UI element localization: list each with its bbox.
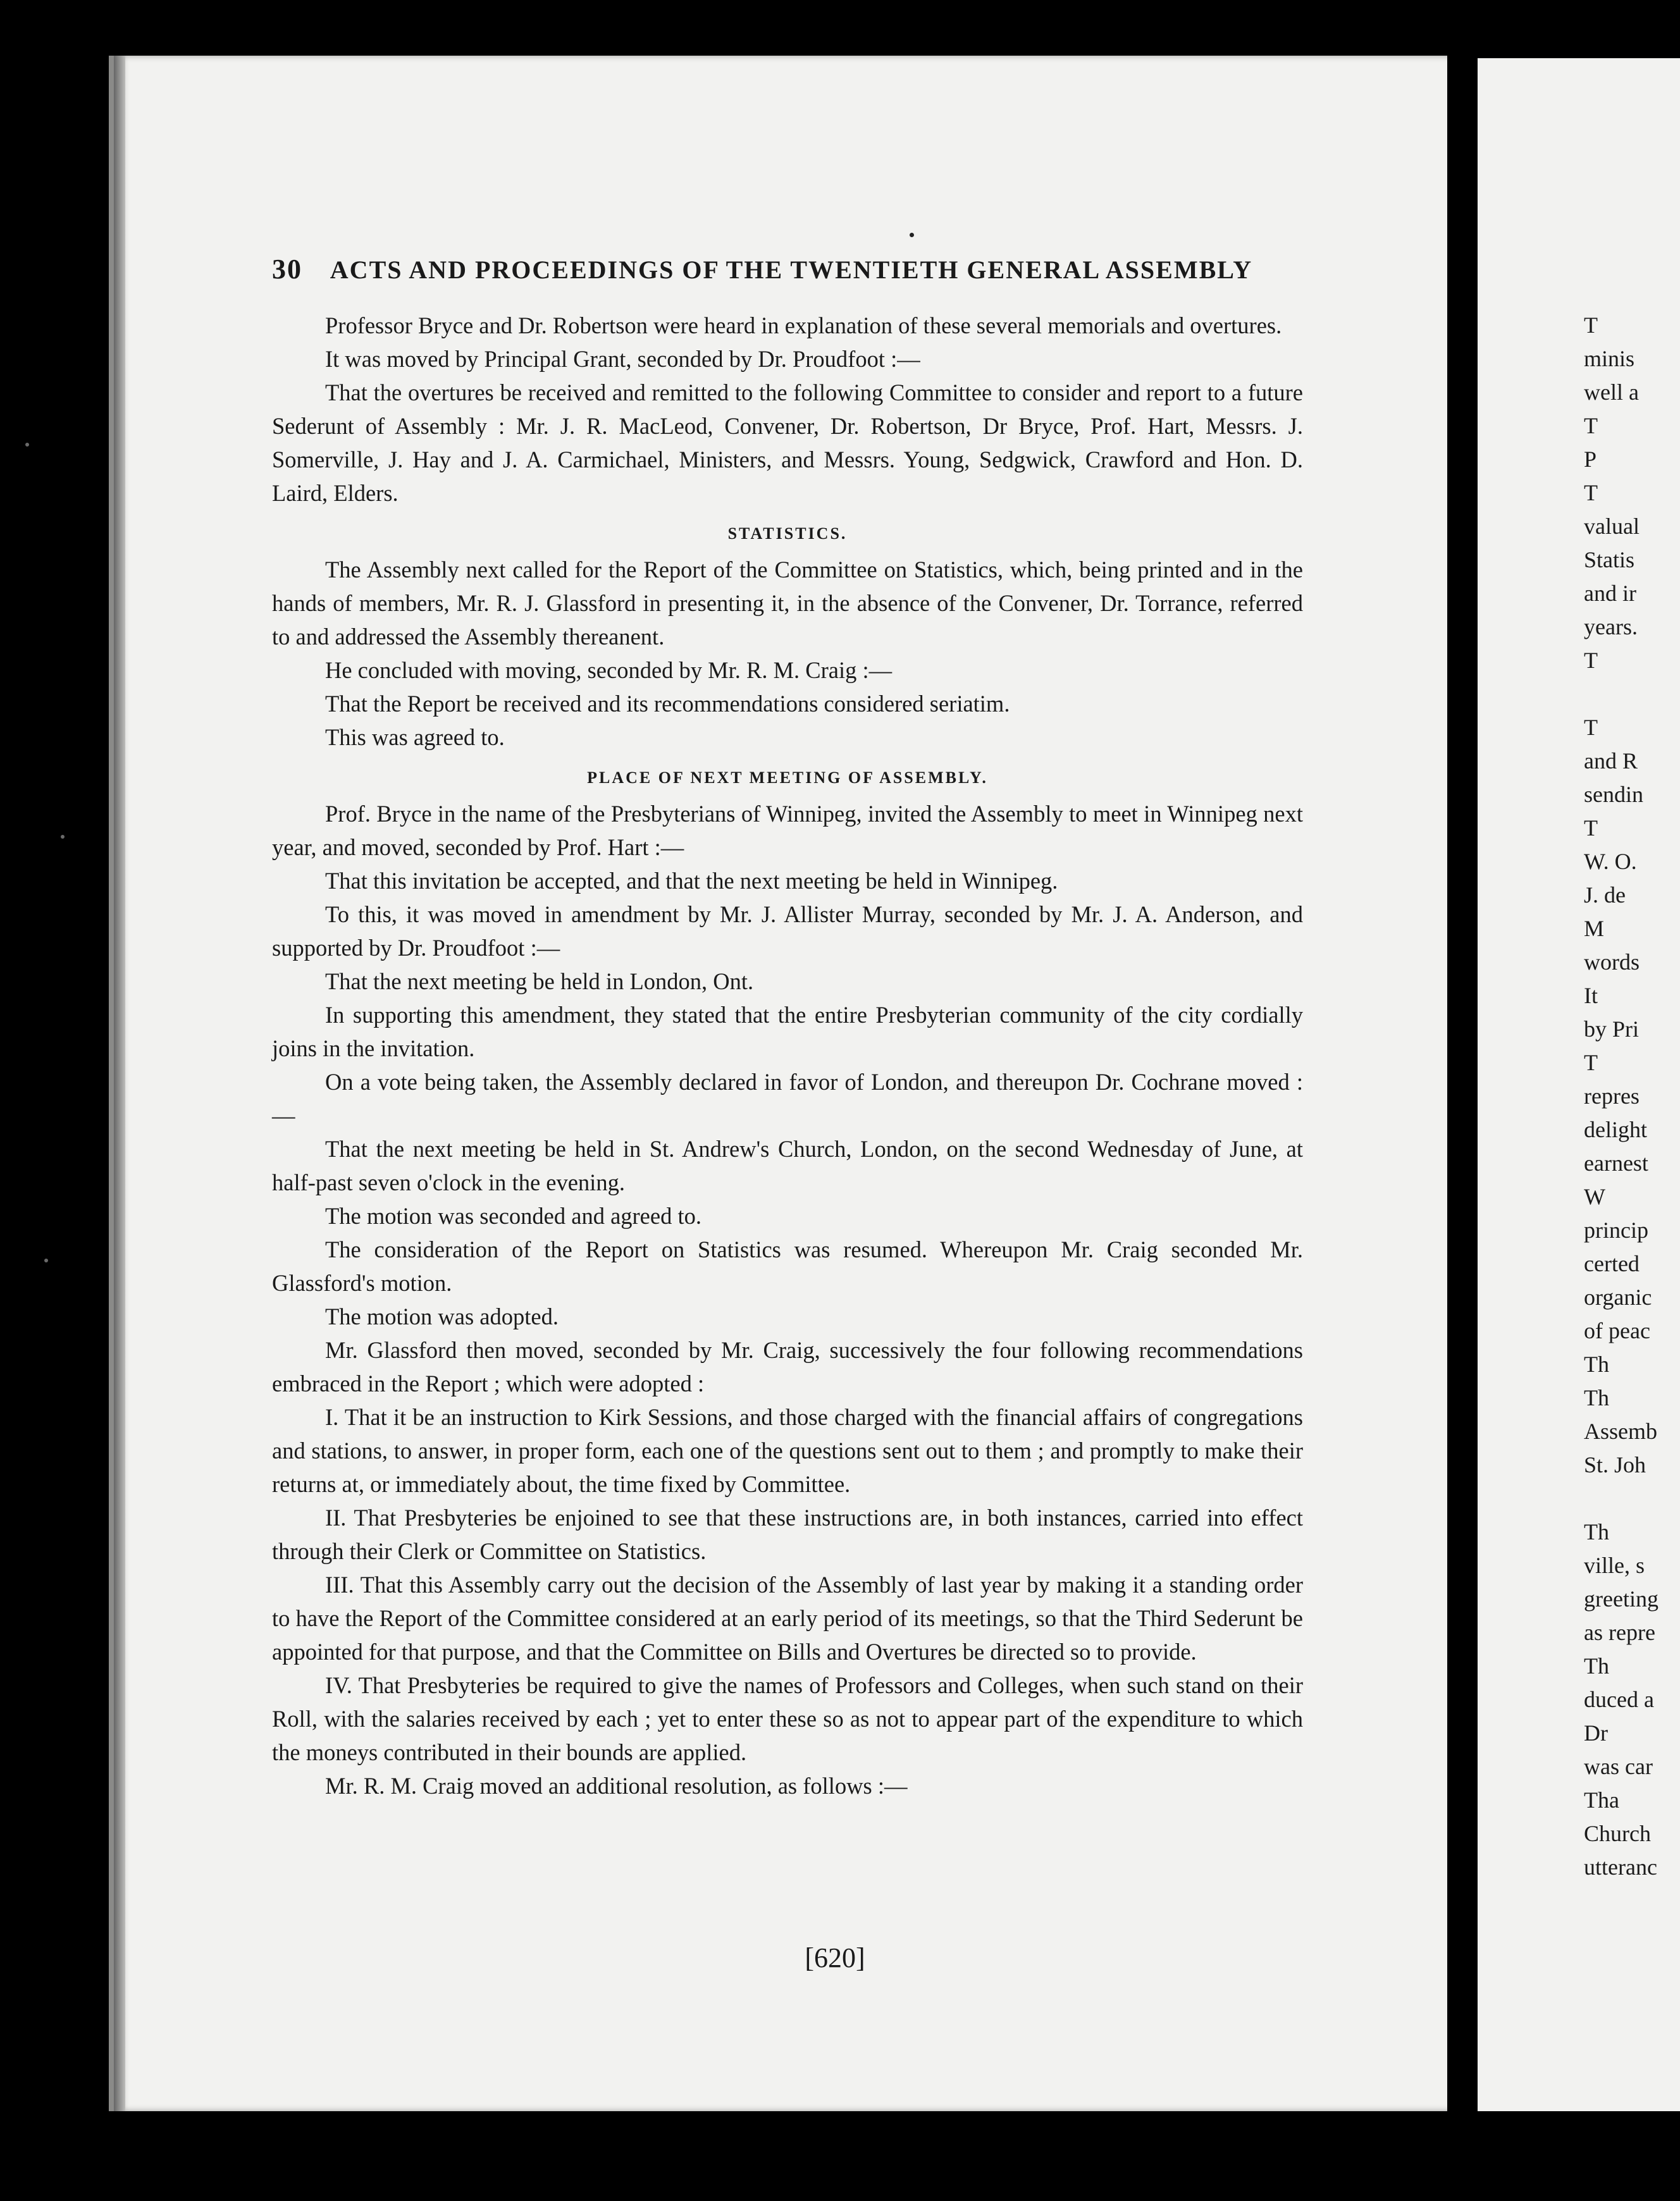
- paragraph: Prof. Bryce in the name of the Presbyterians of Winnipeg, invited the Assembly to meet in Winnipeg next year, and moved, seconded by Prof. Hart :—: [272, 801, 1303, 860]
- paragraph: He concluded with moving, seconded by Mr. R. M. Craig :—: [325, 657, 892, 683]
- facing-page-line: T: [1584, 815, 1598, 841]
- facing-page-line: was car: [1584, 1754, 1653, 1779]
- section-heading: PLACE OF NEXT MEETING OF ASSEMBLY.: [587, 768, 988, 787]
- facing-page-line: greeting: [1584, 1586, 1658, 1612]
- facing-page-line: well a: [1584, 379, 1639, 405]
- paragraph: The Assembly next called for the Report of the Committee on Statistics, which, being printed and in the hands of members, Mr. R. J. Glassford in presenting it, in the absence of the Convener, Dr. Torrance, referred to and addressed the Assembly thereanent.: [272, 557, 1303, 650]
- facing-page-line: repres: [1584, 1083, 1640, 1109]
- section-heading: STATISTICS.: [727, 524, 848, 543]
- facing-page-line: M: [1584, 916, 1605, 941]
- facing-page-line: W: [1584, 1184, 1605, 1209]
- facing-page-line: [1584, 677, 1680, 711]
- scan-speck: [44, 1259, 48, 1262]
- body-text: [272, 309, 1303, 1803]
- facing-page-line: It: [1584, 983, 1598, 1008]
- facing-page-line: by Pri: [1584, 1016, 1640, 1042]
- facing-page-line: earnest: [1584, 1150, 1648, 1176]
- running-title: ACTS AND PROCEEDINGS OF THE TWENTIETH GENERAL ASSEMBLY: [330, 256, 1253, 284]
- facing-page-line: as repre: [1584, 1620, 1655, 1645]
- paragraph: The motion was seconded and agreed to.: [325, 1203, 701, 1229]
- facing-page-line: princip: [1584, 1218, 1648, 1243]
- paragraph: That the next meeting be held in St. Andrew's Church, London, on the second Wednesday of June, at half-past seven o'clock in the evening.: [272, 1136, 1303, 1195]
- facing-page-line: ville, s: [1584, 1553, 1645, 1578]
- paragraph: Mr. R. M. Craig moved an additional resolution, as follows :—: [325, 1773, 908, 1799]
- paragraph: That the Report be received and its recommendations considered seriatim.: [325, 691, 1010, 717]
- paragraph: IV. That Presbyteries be required to give the names of Professors and Colleges, when such stand on their Roll, with the salaries received by each ; yet to enter these so as not to appear part of the expenditure to which the moneys contributed in their bounds are applied.: [272, 1672, 1303, 1765]
- facing-page-line: Church: [1584, 1821, 1651, 1846]
- facing-page-line: T: [1584, 480, 1598, 505]
- facing-page-line: T: [1584, 1050, 1598, 1075]
- page-number: 30: [272, 254, 302, 285]
- facing-page-line: [1584, 1482, 1680, 1515]
- paragraph: That the next meeting be held in London, Ont.: [325, 968, 754, 994]
- facing-page-line: utteranc: [1584, 1854, 1657, 1880]
- paragraph: III. That this Assembly carry out the decision of the Assembly of last year by making it a standing order to have the Report of the Committee considered at an early period of its meetings, so that the Third Sederunt be appointed for that purpose, and that the Committee on Bills and Overtures be directed so to provide.: [272, 1572, 1303, 1665]
- facing-page-line: Statis: [1584, 547, 1635, 572]
- paragraph: The motion was adopted.: [325, 1304, 559, 1329]
- facing-page-line: delight: [1584, 1117, 1647, 1142]
- paragraph: That this invitation be accepted, and that the next meeting be held in Winnipeg.: [325, 868, 1058, 894]
- facing-page-line: and ir: [1584, 581, 1636, 606]
- paragraph: I. That it be an instruction to Kirk Sessions, and those charged with the financial affairs of congregations and stations, to answer, in proper form, each one of the questions sent out to them ; and promptly to make their returns at, or immediately about, the time fixed by Committee.: [272, 1404, 1303, 1497]
- folio-number: [620]: [805, 1942, 865, 1973]
- facing-page-line: duced a: [1584, 1687, 1654, 1712]
- ink-speck: [910, 233, 914, 237]
- page-binding-edge: [114, 56, 125, 2111]
- facing-page-line: T: [1584, 715, 1598, 740]
- facing-page-text: [1584, 309, 1680, 1884]
- facing-page-line: P: [1584, 447, 1597, 472]
- facing-page-line: minis: [1584, 346, 1635, 371]
- paragraph: In supporting this amendment, they stated that the entire Presbyterian community of the city cordially joins in the invitation.: [272, 1002, 1303, 1061]
- facing-page-line: Th: [1584, 1385, 1609, 1410]
- facing-page-line: certed: [1584, 1251, 1640, 1276]
- running-header: [272, 253, 1309, 285]
- paragraph: II. That Presbyteries be enjoined to see that these instructions are, in both instances, carried into effect through their Clerk or Committee on Statistics.: [272, 1505, 1303, 1564]
- paragraph: The consideration of the Report on Statistics was resumed. Whereupon Mr. Craig seconded Mr. Glassford's motion.: [272, 1236, 1303, 1296]
- paragraph: To this, it was moved in amendment by Mr. J. Allister Murray, seconded by Mr. J. A. Anderson, and supported by Dr. Proudfoot :—: [272, 901, 1303, 961]
- facing-page-line: J. de: [1584, 882, 1626, 908]
- facing-page-line: sendin: [1584, 782, 1643, 807]
- facing-page-line: valual: [1584, 514, 1640, 539]
- facing-page-line: St. Joh: [1584, 1452, 1646, 1477]
- facing-page-line: W. O.: [1584, 849, 1637, 874]
- facing-page-line: Th: [1584, 1352, 1609, 1377]
- facing-page-line: Th: [1584, 1519, 1609, 1544]
- facing-page-line: and R: [1584, 748, 1638, 774]
- facing-page-line: T: [1584, 312, 1598, 338]
- facing-page-line: organic: [1584, 1285, 1652, 1310]
- scan-speck: [25, 443, 29, 447]
- facing-page-line: of peac: [1584, 1318, 1650, 1343]
- paragraph: On a vote being taken, the Assembly declared in favor of London, and thereupon Dr. Cochrane moved :—: [272, 1069, 1303, 1128]
- paragraph: That the overtures be received and remitted to the following Committee to consider and report to a future Sederunt of Assembly : Mr. J. R. MacLeod, Convener, Dr. Robertson, Dr Bryce, Prof. Hart, Messrs. J. Somerville, J. Hay and J. A. Carmichael, Ministers, and Messrs. Young, Sedgwick, Crawford and Hon. D. Laird, Elders.: [272, 379, 1303, 506]
- facing-page-line: Dr: [1584, 1720, 1608, 1746]
- scan-speck: [61, 835, 65, 839]
- facing-page-line: Assemb: [1584, 1419, 1657, 1444]
- paragraph: This was agreed to.: [325, 724, 505, 750]
- paragraph: Professor Bryce and Dr. Robertson were heard in explanation of these several memorials and overtures.: [325, 312, 1282, 338]
- paragraph: Mr. Glassford then moved, seconded by Mr. Craig, successively the four following recommendations embraced in the Report ; which were adopted :: [272, 1337, 1303, 1396]
- facing-page-line: Tha: [1584, 1787, 1619, 1813]
- facing-page-line: Th: [1584, 1653, 1609, 1679]
- facing-page-line: T: [1584, 648, 1598, 673]
- facing-page-line: years.: [1584, 614, 1638, 639]
- facing-page-line: T: [1584, 413, 1598, 438]
- paragraph: It was moved by Principal Grant, seconded by Dr. Proudfoot :—: [325, 346, 920, 372]
- facing-page-line: words: [1584, 949, 1640, 975]
